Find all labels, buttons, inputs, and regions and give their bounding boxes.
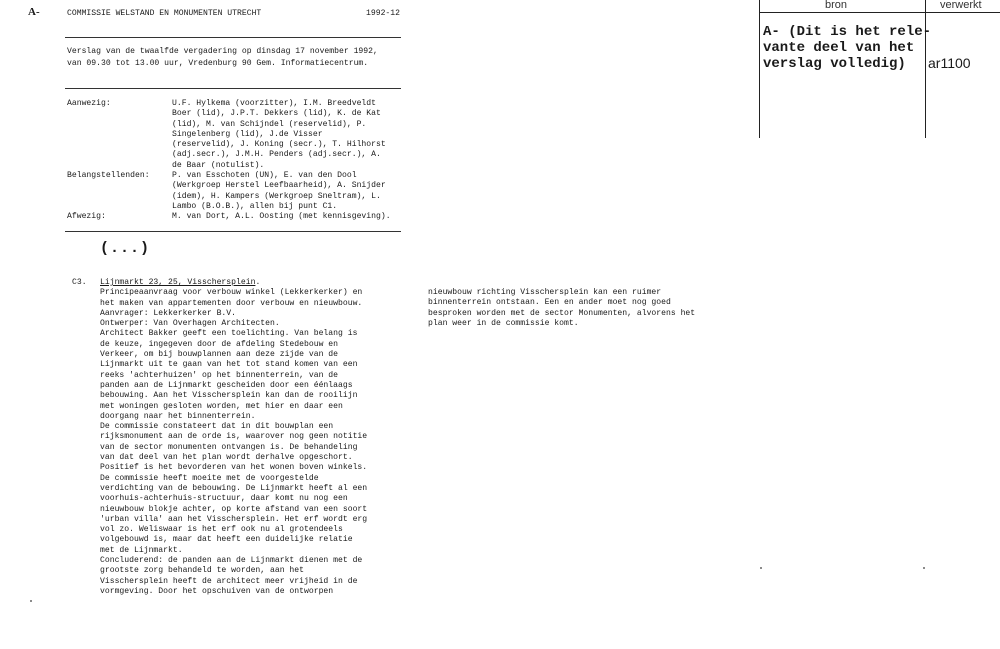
reference-code: ar1100 [928, 55, 971, 71]
divider [65, 88, 401, 89]
source-text: A- (Dit is het rele- vante deel van het verslag volledig) [763, 24, 932, 72]
afwezig-list: M. van Dort, A.L. Oosting (met kennisgeving). [172, 212, 391, 222]
item-number: C3. [72, 278, 87, 287]
belangstellenden-list [172, 171, 391, 212]
line: (idem), H. Kampers (Werkgroep Sneltram), L. [172, 191, 381, 201]
scan-speck [760, 567, 762, 569]
item-title: Lijnmarkt 23, 25, Visschersplein [100, 278, 256, 287]
scan-speck [923, 567, 925, 569]
intro-line-1: Verslag van de twaalfde vergadering op dinsdag 17 november 1992, [67, 47, 378, 56]
divider [65, 231, 401, 232]
intro-line-2: van 09.30 tot 13.00 uur, Vredenburg 90 Gem. Informatiecentrum. [67, 59, 369, 68]
line: (Werkgroep Herstel Leefbaarheid), A. Snijder [172, 181, 386, 191]
item-title-end: . [255, 278, 261, 287]
aanwezig-list [172, 99, 391, 171]
item-body: Principeaanvraag voor verbouw winkel (Lekkerkerker) en het maken van appartementen door verbouw en nieuwbouw. Aanvrager: Lekkerkerker B.V. Ontwerper: Van Overhagen Architecten. Architect Bakker geeft een toelichting. Van belang is de keuze, ingegeven door de afdeling Stedebouw en Verkeer, om bij bouwplannen aan deze zijde van de Lijnmarkt uit te gaan van het tot stand komen van een reeks 'achterhuizen' op het binnenterrein, van de panden aan de Lijnmarkt gescheiden door een éénlaags bebouwing. Aan het Visschersplein kan dan de rooilijn met woningen gesloten worden, met hier en daar een doorgang naar het binnenterrein. De commissie constateert dat in dit bouwplan een rijksmonument aan de orde is, waarover nog geen notitie van de sector monumenten ontvangen is. De behandeling van dat deel van het plan wordt derhalve opgeschort. Positief is het bevorderen van het wonen boven winkels. De commissie heeft moeite met de voorgestelde verdichting van de bebouwing. De Lijnmarkt heeft al een voorhuis-achterhuis-structuur, daar komt nu nog een nieuwbouw blokje achter, op korte afstand van een soort 'urban villa' aan het Visschersplein. Het erf wordt erg vol zo. Weliswaar is het erf ook nu al grotendeels volgebouwd is, maar dat heeft een duidelijke relatie met de Lijnmarkt. Concluderend: de panden aan de Lijnmarkt dienen met de grootste zorg behandeld te worden, aan het Visschersplein heeft de architect meer vrijheid in de vormgeving. Door het opschuiven van de ontworpen [100, 288, 368, 596]
ellipsis: (...) [100, 240, 151, 257]
line: Singelenberg (lid), J.de Visser [172, 129, 323, 139]
line: Lambo (B.O.B.), allen bij punt C1. [172, 201, 338, 211]
column-header-bron: bron [825, 0, 848, 11]
scan-speck [30, 600, 32, 602]
label-aanwezig: Aanwezig: [67, 99, 111, 108]
line: de Baar (notulist). [172, 160, 265, 170]
box-border [759, 0, 760, 138]
divider [65, 37, 401, 38]
item-c3 [100, 278, 367, 597]
attendance-list [67, 99, 391, 223]
line: P. van Esschoten (UN), E. van den Dool [172, 171, 357, 181]
line: (lid), M. van Schijndel (reservelid), P. [172, 119, 367, 129]
item-continuation: nieuwbouw richting Visschersplein kan een ruimer binnenterrein ontstaan. Een en ander moet nog goed besproken worden met de sector Monumenten, alvorens het plan weer in de commissie komt. [428, 288, 696, 328]
label-afwezig: Afwezig: [67, 212, 106, 222]
line: (reservelid), J. Koning (secr.), T. Hilhorst [172, 140, 386, 150]
label-belangstellenden: Belangstellenden: [67, 171, 150, 181]
line: (adj.secr.), J.M.H. Penders (adj.secr.), A. [172, 150, 381, 160]
margin-mark: A- [28, 6, 40, 18]
column-header-verwerkt: verwerkt [940, 0, 982, 11]
line: U.F. Hylkema (voorzitter), I.M. Breedveldt [172, 99, 376, 108]
header-title: COMMISSIE WELSTAND EN MONUMENTEN UTRECHT [67, 9, 262, 18]
line: Boer (lid), J.P.T. Dekkers (lid), K. de Kat [172, 109, 381, 119]
box-border [759, 12, 1000, 13]
header-code: 1992-12 [366, 9, 400, 18]
